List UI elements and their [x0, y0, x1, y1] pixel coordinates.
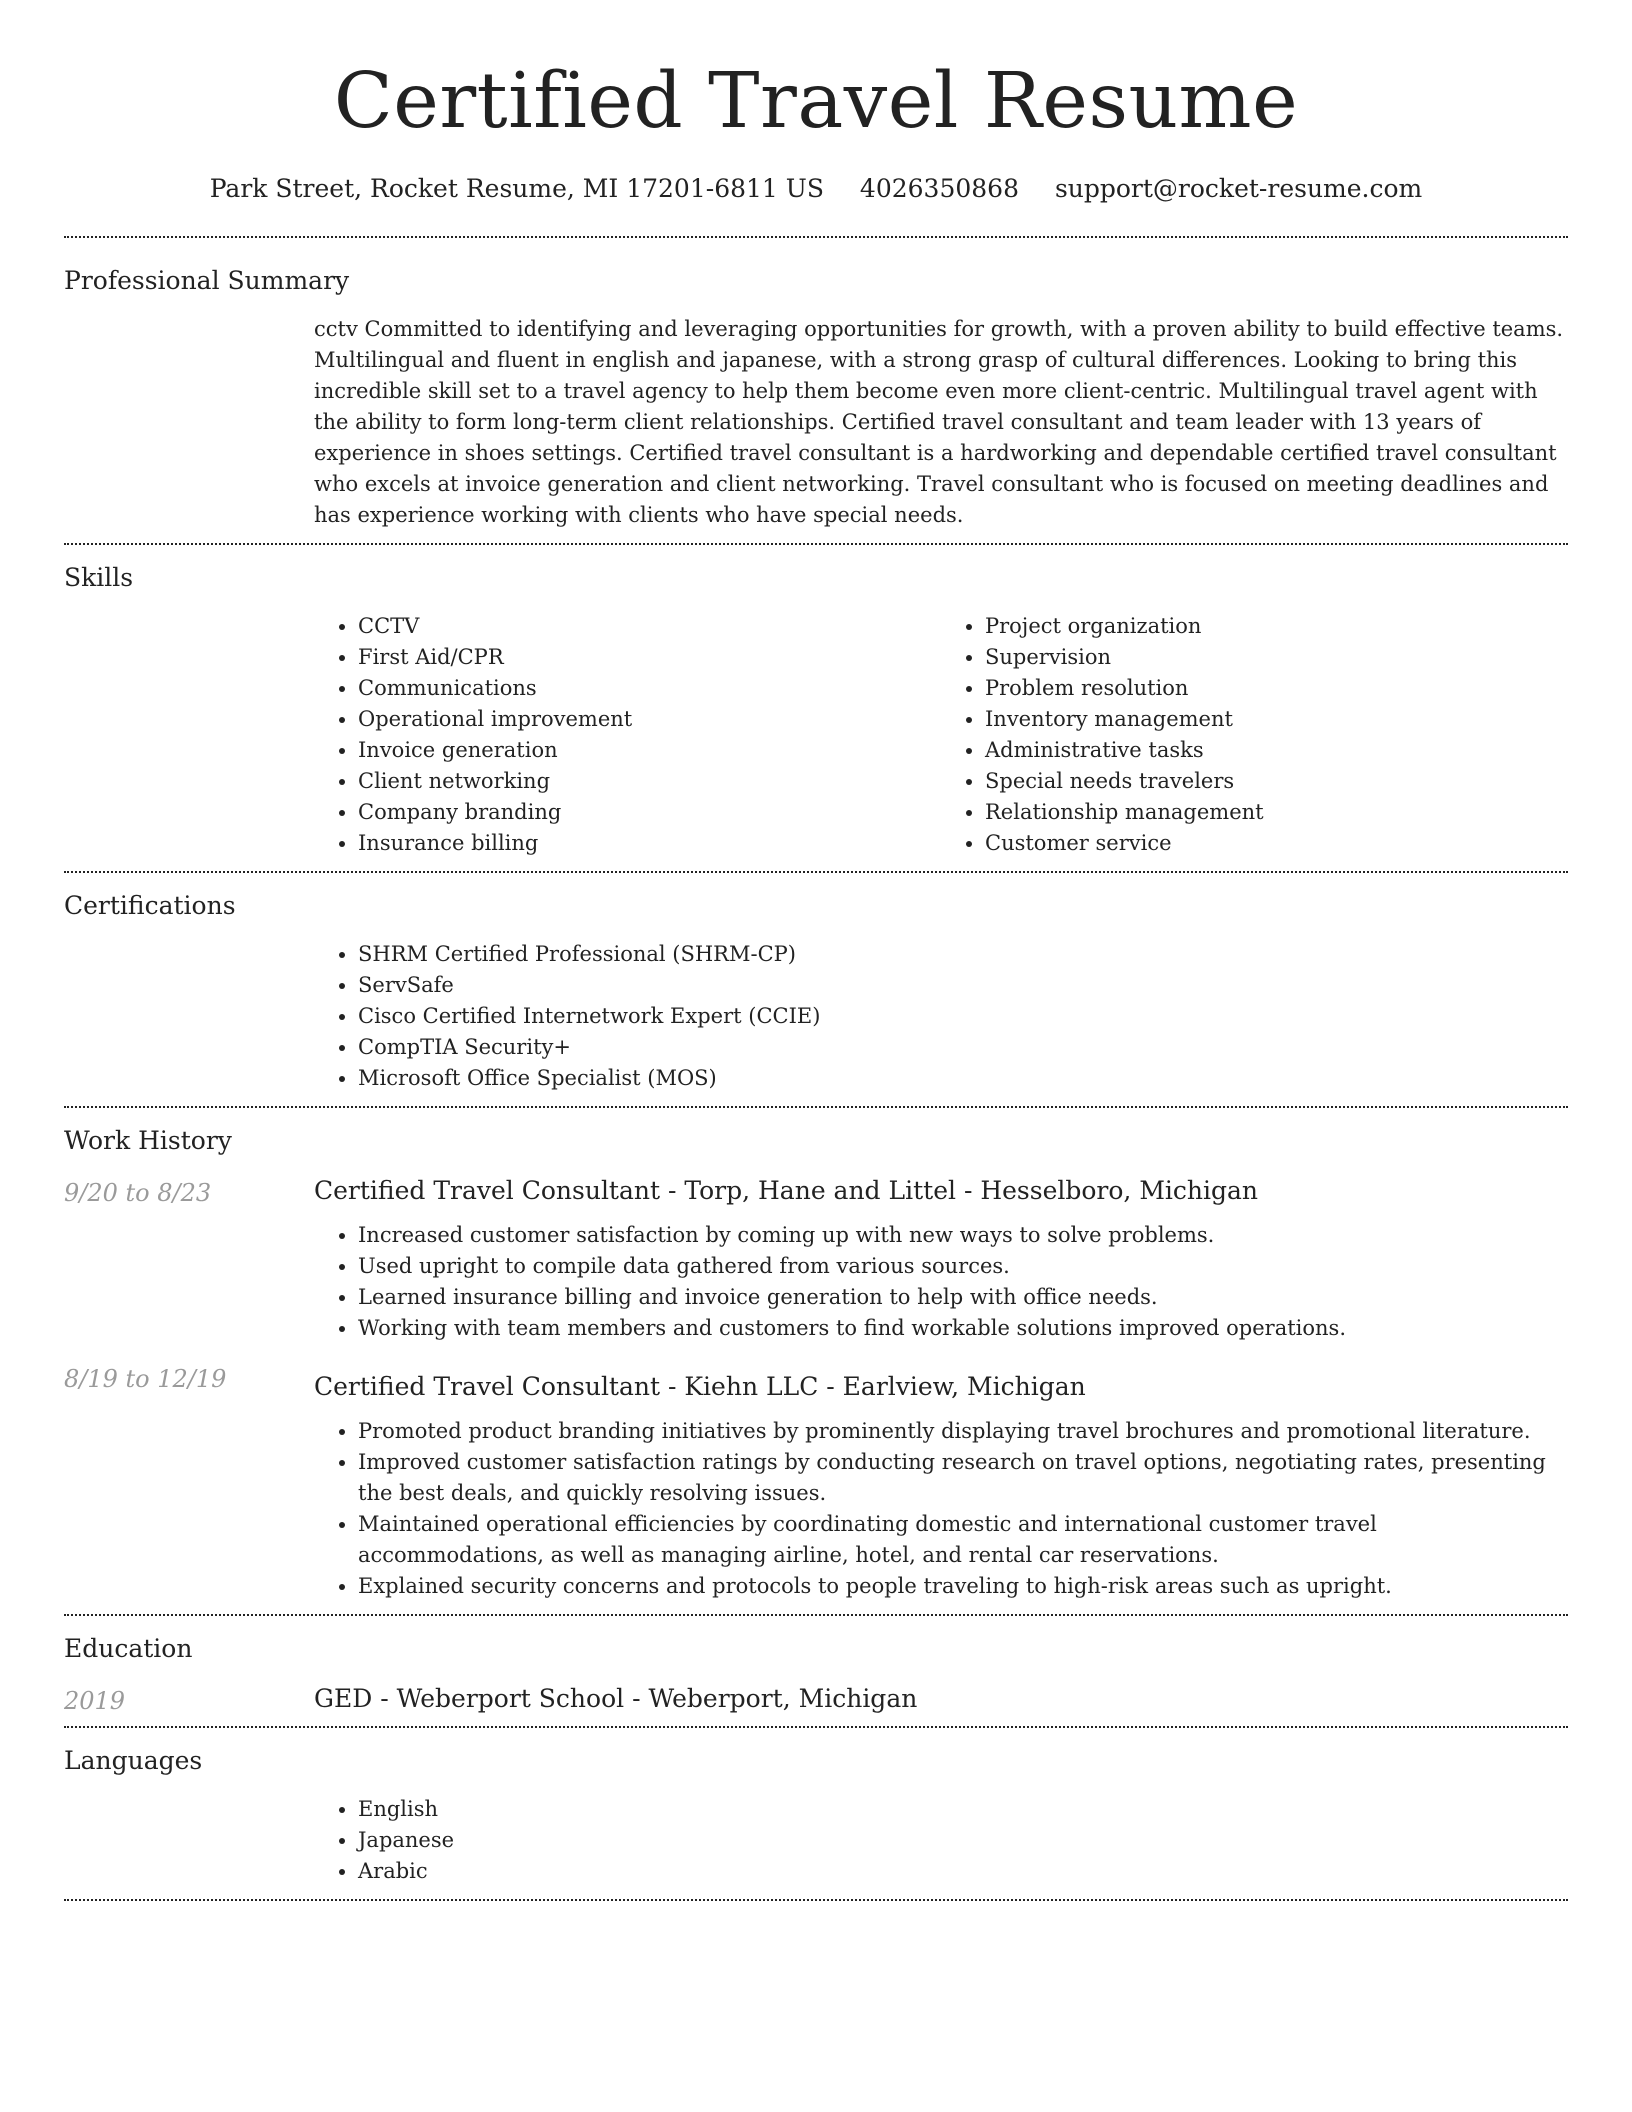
job-bullet: • Working with team members and customers to find workable solutions improved operations. [358, 1313, 1568, 1344]
job-bullets [314, 1220, 1568, 1344]
resume-page [64, 0, 1568, 1901]
skills-list-left [314, 611, 941, 859]
job-bullet: • Learned insurance billing and invoice generation to help with office needs. [358, 1282, 1568, 1313]
skills-heading: Skills [64, 563, 134, 592]
job-bullet: • Increased customer satisfaction by coming up with new ways to solve problems. [358, 1220, 1568, 1251]
certification-item: • Microsoft Office Specialist (MOS) [358, 1063, 1568, 1094]
education-degree: GED - Weberport School - Weberport, Michigan [314, 1684, 918, 1713]
languages-heading: Languages [64, 1746, 203, 1775]
skill-item: • Company branding [358, 797, 941, 828]
education-entry [64, 1666, 1568, 1726]
education-year: 2019 [64, 1687, 126, 1715]
skill-item: • Client networking [358, 766, 941, 797]
skill-item: • Special needs travelers [985, 766, 1568, 797]
summary-section [64, 238, 1568, 543]
languages-list [314, 1794, 1568, 1887]
skill-item: • Relationship management [985, 797, 1568, 828]
phone-text: 4026350868 [859, 174, 1019, 203]
summary-heading: Professional Summary [64, 266, 350, 295]
skill-item: • Project organization [985, 611, 1568, 642]
skills-grid [314, 595, 1568, 871]
skill-item: • Communications [358, 673, 941, 704]
skill-item: • First Aid/CPR [358, 642, 941, 673]
skill-item: • Supervision [985, 642, 1568, 673]
section-divider [64, 1899, 1568, 1901]
skill-item: • Operational improvement [358, 704, 941, 735]
resume-title: Certified Travel Resume [333, 57, 1299, 146]
certifications-list [314, 939, 1568, 1094]
skill-item: • Administrative tasks [985, 735, 1568, 766]
job-bullet: • Improved customer satisfaction ratings by conducting research on travel options, negotiating rates, presenting the best deals, and quickly resolving issues. [358, 1447, 1568, 1509]
skills-list-right [941, 611, 1568, 859]
skill-item: • Customer service [985, 828, 1568, 859]
work-history-section [64, 1108, 1568, 1614]
job-bullets [314, 1416, 1568, 1602]
language-item: • English [358, 1794, 1568, 1825]
job-heading: Certified Travel Consultant - Kiehn LLC - Earlview, Michigan [314, 1372, 1086, 1401]
job-heading: Certified Travel Consultant - Torp, Hane and Littel - Hesselboro, Michigan [314, 1176, 1259, 1205]
email-text: support@rocket-resume.com [1054, 174, 1423, 203]
job-dates: 9/20 to 8/23 [64, 1179, 212, 1207]
language-item: • Japanese [358, 1825, 1568, 1856]
summary-paragraph: cctv Committed to identifying and leveraging opportunities for growth, with a proven ability to build effective teams. Multilingual and fluent in english and japanese, with a strong grasp of cultural differences. Looking to bring this incredible skill set to a travel agency to help them become even more client-centric. Multilingual travel agent with the ability to form long-term client relationships. Certified travel consultant and team leader with 13 years of experience in shoes settings. Certified travel consultant is a hardworking and dependable certified travel consultant who excels at invoice generation and client networking. Travel consultant who is focused on meeting deadlines and has experience working with clients who have special needs. [314, 317, 1564, 527]
certification-item: • ServSafe [358, 970, 1568, 1001]
job-entry [64, 1158, 1568, 1344]
skills-section [64, 545, 1568, 871]
education-heading: Education [64, 1634, 193, 1663]
certifications-section [64, 873, 1568, 1106]
job-bullet: • Used upright to compile data gathered from various sources. [358, 1251, 1568, 1282]
skill-item: • Invoice generation [358, 735, 941, 766]
skill-item: • Problem resolution [985, 673, 1568, 704]
skill-item: • CCTV [358, 611, 941, 642]
address-text: Park Street, Rocket Resume, MI 17201-6811 US [209, 174, 824, 203]
language-item: • Arabic [358, 1856, 1568, 1887]
skill-item: • Inventory management [985, 704, 1568, 735]
contact-line [64, 172, 1568, 206]
job-bullet: • Maintained operational efficiencies by coordinating domestic and international customer travel accommodations, as well as managing airline, hotel, and rental car reservations. [358, 1509, 1568, 1571]
job-bullet: • Explained security concerns and protocols to people traveling to high-risk areas such as upright. [358, 1571, 1568, 1602]
languages-section [64, 1728, 1568, 1899]
certification-item: • Cisco Certified Internetwork Expert (CCIE) [358, 1001, 1568, 1032]
skill-item: • Insurance billing [358, 828, 941, 859]
certification-item: • SHRM Certified Professional (SHRM-CP) [358, 939, 1568, 970]
certifications-heading: Certifications [64, 891, 236, 920]
job-entry [64, 1344, 1568, 1614]
job-dates: 8/19 to 12/19 [64, 1365, 227, 1393]
job-bullet: • Promoted product branding initiatives by prominently displaying travel brochures and promotional literature. [358, 1416, 1568, 1447]
work-history-heading: Work History [64, 1126, 232, 1155]
certification-item: • CompTIA Security+ [358, 1032, 1568, 1063]
education-section [64, 1616, 1568, 1726]
